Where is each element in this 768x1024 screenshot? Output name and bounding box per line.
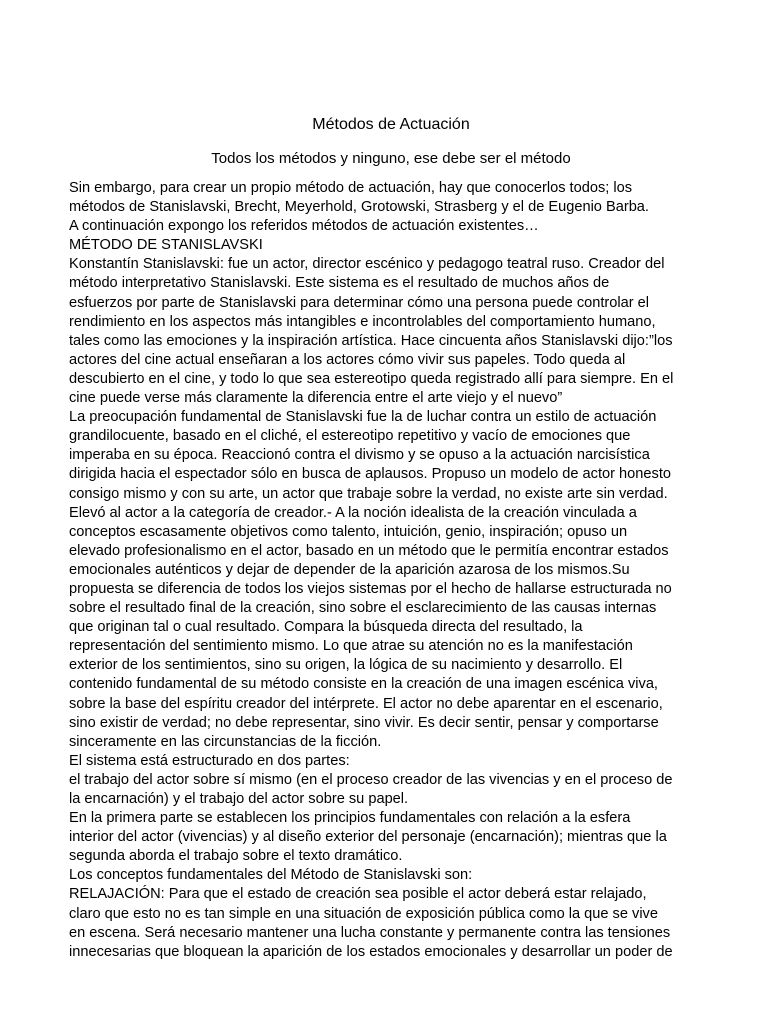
body-line: rendimiento en los aspectos más intangibles e incontrolables del comportamiento humano, (69, 313, 656, 330)
body-line: claro que esto no es tan simple en una situación de exposición pública como la que se vive (69, 905, 658, 922)
document-body (69, 179, 719, 962)
body-line: en escena. Será necesario mantener una lucha constante y permanente contra las tensiones (69, 924, 671, 941)
body-line: esfuerzos por parte de Stanislavski para determinar cómo una persona puede controlar el (69, 294, 650, 311)
body-line: El sistema está estructurado en dos partes: (69, 752, 350, 769)
body-line: métodos de Stanislavski, Brecht, Meyerhold, Grotowski, Strasberg y el de Eugenio Barba. (69, 199, 649, 216)
body-line: Los conceptos fundamentales del Método de Stanislavski son: (69, 867, 473, 884)
body-line: que originan tal o cual resultado. Compara la búsqueda directa del resultado, la (69, 619, 583, 636)
body-line: contenido fundamental de su método consiste en la creación de una imagen escénica viva, (69, 676, 658, 693)
body-line: cine puede verse más claramente la diferencia entre el arte viejo y el nuevo” (69, 390, 563, 407)
body-line: la encarnación) y el trabajo del actor sobre su papel. (69, 791, 409, 807)
body-line: Sin embargo, para crear un propio método de actuación, hay que conocerlos todos; los (69, 180, 633, 196)
body-line: sobre la base del espíritu creador del intérprete. El actor no debe aparentar en el escenario, (69, 695, 663, 712)
body-line: Elevó al actor a la categoría de creador.- A la noción idealista de la creación vinculada a (69, 504, 637, 521)
body-line: descubierto en el cine, y todo lo que sea estereotipo queda registrado allí para siempre. En el (69, 370, 674, 387)
body-line: imperaba en su época. Reaccionó contra el divismo y se opuso a la actuación narcisística (69, 447, 650, 464)
body-line: innecesarias que bloquean la aparición de los estados emocionales y desarrollar un poder de (69, 943, 673, 960)
body-line: sinceramente en las circunstancias de la ficción. (69, 733, 382, 750)
body-line: exterior de los sentimientos, sino su origen, la lógica de su nacimiento y desarrollo. El (69, 657, 623, 674)
body-line: La preocupación fundamental de Stanislavski fue la de luchar contra un estilo de actuación (69, 409, 657, 426)
body-line: sobre el resultado final de la creación, sino sobre el esclarecimiento de las causas internas (69, 600, 657, 617)
body-line: sino existir de verdad; no debe representar, sino vivir. Es decir sentir, pensar y comportarse (69, 714, 659, 731)
document-subtitle: Todos los métodos y ninguno, ese debe ser el método (211, 150, 571, 167)
body-line: tales como las emociones y la inspiración artística. Hace cincuenta años Stanislavski dijo:”los (69, 332, 673, 349)
body-line: consigo mismo y con su arte, un actor que trabaje sobre la verdad, no existe arte sin verdad. (69, 485, 668, 502)
body-line: representación del sentimiento mismo. Lo que atrae su atención no es la manifestación (69, 638, 633, 655)
body-line: emocionales auténticos y dejar de depender de la aparición azarosa de los mismos.Su (69, 561, 630, 578)
body-line: En la primera parte se establecen los principios fundamentales con relación a la esfera (69, 810, 631, 827)
body-line: método interpretativo Stanislavski. Este sistema es el resultado de muchos años de (69, 275, 610, 292)
body-line: el trabajo del actor sobre sí mismo (en el proceso creador de las vivencias y en el proceso de (69, 771, 673, 788)
body-line: segunda aborda el trabajo sobre el texto dramático. (69, 848, 403, 865)
body-line: MÉTODO DE STANISLAVSKI (69, 237, 263, 254)
body-line: dirigida hacia el espectador sólo en busca de aplausos. Propuso un modelo de actor honesto (69, 466, 671, 483)
body-line: elevado profesionalismo en el actor, basado en un método que le permitía encontrar estados (69, 542, 669, 559)
body-line: grandilocuente, basado en el cliché, el estereotipo repetitivo y vacío de emociones que (69, 428, 631, 445)
document-title: Métodos de Actuación (312, 116, 470, 133)
body-line: A continuación expongo los referidos métodos de actuación existentes… (69, 218, 539, 235)
body-line: conceptos escasamente objetivos como talento, intuición, genio, inspiración; opuso un (69, 523, 628, 540)
body-line: actores del cine actual enseñaran a los actores cómo vivir sus papeles. Todo queda al (69, 351, 626, 368)
body-line: RELAJACIÓN: Para que el estado de creación sea posible el actor deberá estar relajado, (69, 886, 647, 903)
body-line: propuesta se diferencia de todos los viejos sistemas por el hecho de hallarse estructurada no (69, 580, 672, 597)
body-line: Konstantín Stanislavski: fue un actor, director escénico y pedagogo teatral ruso. Creador del (69, 256, 665, 273)
body-line: interior del actor (vivencias) y al diseño exterior del personaje (encarnación); mientras que la (69, 829, 667, 846)
